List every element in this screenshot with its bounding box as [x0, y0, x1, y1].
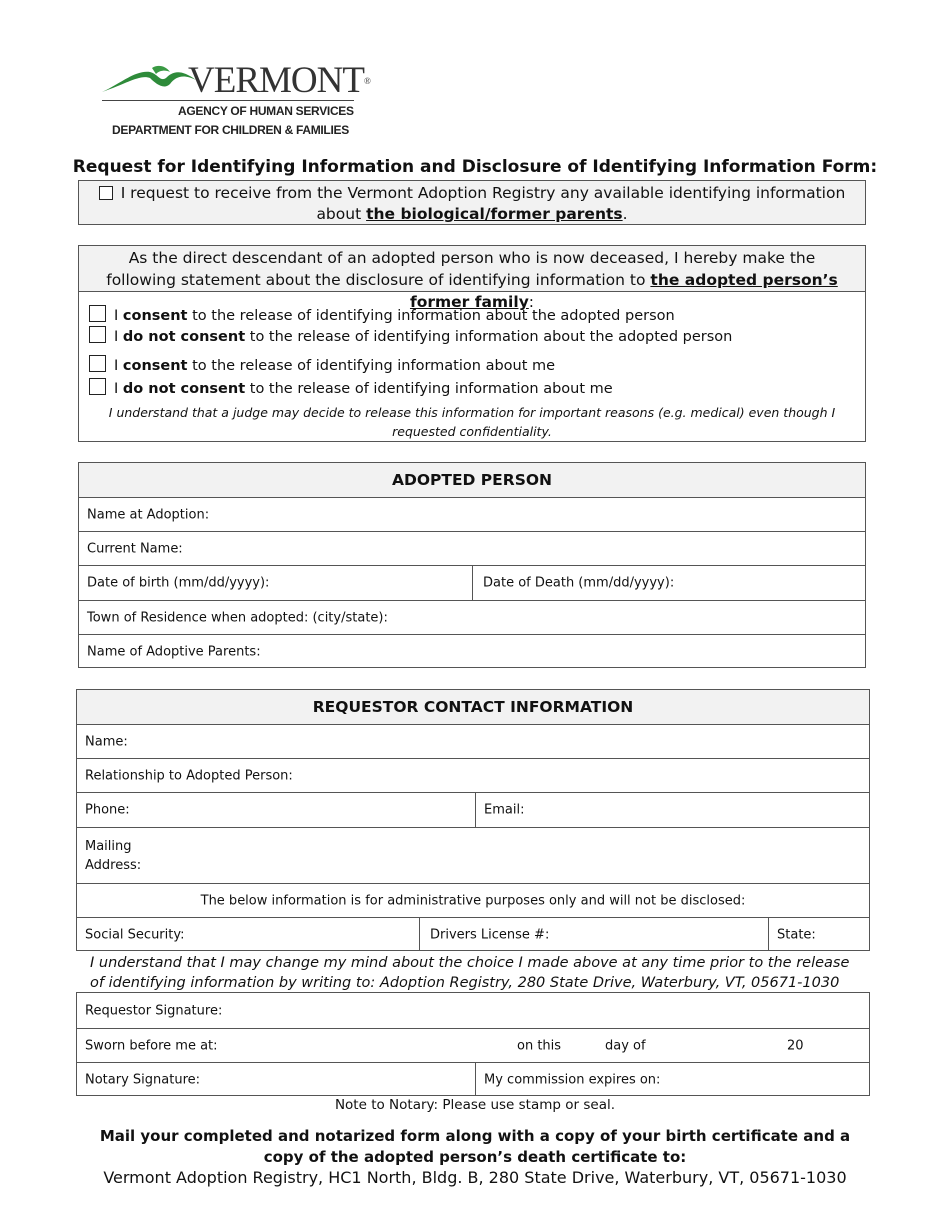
mountain-logo-icon [100, 62, 200, 102]
logo-department: DEPARTMENT FOR CHILDREN & FAMILIES [112, 123, 349, 137]
judge-note: I understand that a judge may decide to release this information for important reasons (e.g. medical) even though I requested confidentiality. [108, 405, 836, 439]
adoptive-parents-field[interactable]: Name of Adoptive Parents: [79, 634, 865, 668]
commission-expires-field[interactable]: My commission expires on: [484, 1072, 661, 1087]
signature-table [76, 992, 870, 1096]
town-of-residence-field[interactable]: Town of Residence when adopted: (city/state): [79, 600, 865, 634]
no-consent-adopted-person-checkbox[interactable] [89, 326, 106, 343]
name-at-adoption-field[interactable]: Name at Adoption: [79, 497, 865, 531]
request-box: I request to receive from the Vermont Adoption Registry any available identifying information about the biological/former parents. [78, 180, 866, 225]
logo [100, 60, 370, 142]
requestor-signature-field[interactable]: Requestor Signature: [85, 1003, 223, 1018]
descendant-statement-box [78, 245, 866, 442]
logo-agency: AGENCY OF HUMAN SERVICES [178, 104, 354, 118]
mail-address: Vermont Adoption Registry, HC1 North, Bldg. B, 280 State Drive, Waterbury, VT, 05671-1030 [103, 1168, 847, 1187]
notary-signature-field[interactable]: Notary Signature: [85, 1072, 201, 1087]
date-of-birth-field[interactable]: Date of birth (mm/dd/yyyy): [87, 575, 270, 591]
consent-me: I consent to the release of identifying information about me [89, 355, 555, 374]
state-field[interactable]: State: [777, 927, 816, 942]
requestor-header: REQUESTOR CONTACT INFORMATION [77, 690, 869, 724]
adopted-person-table [78, 462, 866, 668]
date-of-death-field[interactable]: Date of Death (mm/dd/yyyy): [483, 575, 675, 591]
consent-adopted-person: I consent to the release of identifying information about the adopted person [89, 305, 675, 324]
no-consent-me: I do not consent to the release of identifying information about me [89, 378, 613, 397]
logo-wordmark: VERMONT® [188, 60, 370, 101]
consent-adopted-person-checkbox[interactable] [89, 305, 106, 322]
adopted-person-header: ADOPTED PERSON [79, 463, 865, 497]
phone-field[interactable]: Phone: [85, 802, 130, 818]
notary-note: Note to Notary: Please use stamp or seal. [334, 1097, 616, 1113]
no-consent-me-checkbox[interactable] [89, 378, 106, 395]
mailing-address-field[interactable]: Mailing Address: [77, 827, 869, 883]
mail-instructions: Mail your completed and notarized form along with a copy of your birth certificate and a copy of the adopted person’s death certificate to: [99, 1127, 851, 1166]
admin-note: The below information is for administrative purposes only and will not be disclosed: [77, 883, 869, 917]
relationship-field[interactable]: Relationship to Adopted Person: [77, 758, 869, 792]
requestor-table [76, 689, 870, 951]
descendant-intro: As the direct descendant of an adopted person who is now deceased, I hereby make the following statement about the disclosure of identifying information to the adopted person’s former family: [79, 246, 865, 292]
email-field[interactable]: Email: [484, 802, 525, 818]
no-consent-adopted-person: I do not consent to the release of identifying information about the adopted person [89, 326, 732, 345]
current-name-field[interactable]: Current Name: [79, 531, 865, 565]
social-security-field[interactable]: Social Security: [85, 927, 185, 942]
sworn-before-field[interactable]: Sworn before me at: on this day of 20 [77, 1028, 869, 1062]
change-mind-note: I understand that I may change my mind about the choice I made above at any time prior to the release of identifying information by writing to: Adoption Registry, 280 State Drive, Waterbury, VT, 05671-1030 [90, 955, 850, 991]
consent-me-checkbox[interactable] [89, 355, 106, 372]
requestor-name-field[interactable]: Name: [77, 724, 869, 758]
drivers-license-field[interactable]: Drivers License #: [430, 927, 550, 942]
form-title: Request for Identifying Information and Disclosure of Identifying Information Form: [72, 157, 878, 177]
request-checkbox[interactable] [99, 186, 113, 200]
